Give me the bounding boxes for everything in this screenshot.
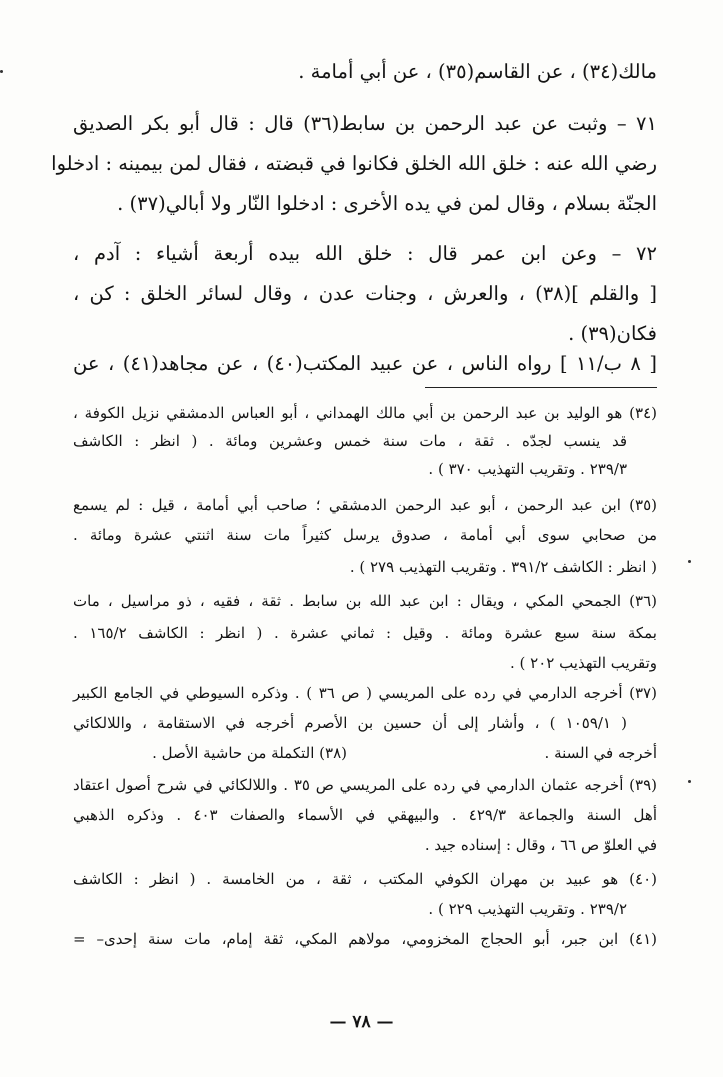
footnote-line: من صحابي سوى أبي أمامة ، صدوق يرسل كثيراً مات سنة اثنتي عشرة ومائة . [73,526,657,544]
footnote-line: (٣٤) هو الوليد بن عبد الرحمن بن أبي مالك الهمداني ، أبو العباس الدمشقي نزيل الكوفة ، [73,404,657,422]
main-line: [ والقلم ](٣٨) ، والعرش ، وجنات عدن ، وقال لسائر الخلق : كن ، [73,282,657,305]
scan-speck [688,560,691,563]
main-line: ٧٢ – وعن ابن عمر قال : خلق الله بيده أربعة أشياء : آدم ، [73,242,657,265]
footnote-line: أهل السنة والجماعة ٤٢٩/٣ . والبيهقي في الأسماء والصفات ٤٠٣ . وذكره الذهبي [73,806,657,824]
footnote-line: أخرجه في السنة . [544,744,657,762]
main-line: [ ٨ ب/١١ ] رواه الناس ، عن عبيد المكتب(٤٠) ، عن مجاهد(٤١) ، عن [73,352,657,375]
footnote-line: ( ١٠٥٩/١ ) ، وأشار إلى أن حسين بن الأصرم أخرجه في الاستقامة ، واللالكائي [73,714,627,732]
footnote-line: (٣٧) أخرجه الدارمي في رده على المريسي ( ص ٣٦ ) . وذكره السيوطي في الجامع الكبير [73,684,657,702]
main-line: فكان(٣٩) . [568,322,657,345]
footnote-line: (٤٠) هو عبيد بن مهران الكوفي المكتب ، ثقة ، من الخامسة . ( انظر : الكاشف [73,870,657,888]
scan-speck [0,70,3,73]
page-number: — ٧٨ — [329,1012,394,1032]
footnote-line: (٣٩) أخرجه عثمان الدارمي في رده على المريسي ص ٣٥ . واللالكائي في شرح أصول اعتقاد [73,776,657,794]
footnote-line: (٣٦) الجمحي المكي ، ويقال : ابن عبد الله بن سابط . ثقة ، فقيه ، ذو مراسيل ، مات [73,592,657,610]
main-line: ٧١ – وثبت عن عبد الرحمن بن سابط(٣٦) قال : قال أبو بكر الصديق [73,112,657,135]
scan-speck [688,780,691,783]
footnote-line: (٣٥) ابن عبد الرحمن ، أبو عبد الرحمن الدمشقي ؛ صاحب أبي أمامة ، قيل : لم يسمع [73,496,657,514]
footnote-line: وتقريب التهذيب ٢٠٢ ) . [509,654,657,672]
main-line: الجنّة بسلام ، وقال لمن في يده الأخرى : ادخلوا النّار ولا أبالي(٣٧) . [117,192,657,215]
footnote-line: ٢٣٩/٢ . وتقريب التهذيب ٢٢٩ ) . [428,900,627,918]
footnote-line: (٣٨) التكملة من حاشية الأصل . [152,744,347,762]
footnote-line: بمكة سنة سبع عشرة ومائة . وقيل : ثماني عشرة . ( انظر : الكاشف ١٦٥/٢ . [73,624,657,642]
footnote-separator [425,387,657,388]
footnote-line: قد ينسب لجدّه . ثقة ، مات سنة خمس وعشرين ومائة . ( انظر : الكاشف [73,432,627,450]
main-line: مالك(٣٤) ، عن القاسم(٣٥) ، عن أبي أمامة . [298,60,657,83]
main-line: رضي الله عنه : خلق الله الخلق فكانوا في قبضته ، فقال لمن بيمينه : ادخلوا [51,152,657,175]
footnote-line: في العلوّ ص ٦٦ ، وقال : إسناده جيد . [424,836,657,854]
footnote-line: (٤١) ابن جبر، أبو الحجاج المخزومي، مولاهم المكي، ثقة إمام، مات سنة إحدى– = [73,930,657,948]
footnote-line: ٢٣٩/٣ . وتقريب التهذيب ٣٧٠ ) . [428,460,627,478]
footnote-line: ( انظر : الكاشف ٣٩١/٢ . وتقريب التهذيب ٢٧٩ ) . [349,558,657,576]
